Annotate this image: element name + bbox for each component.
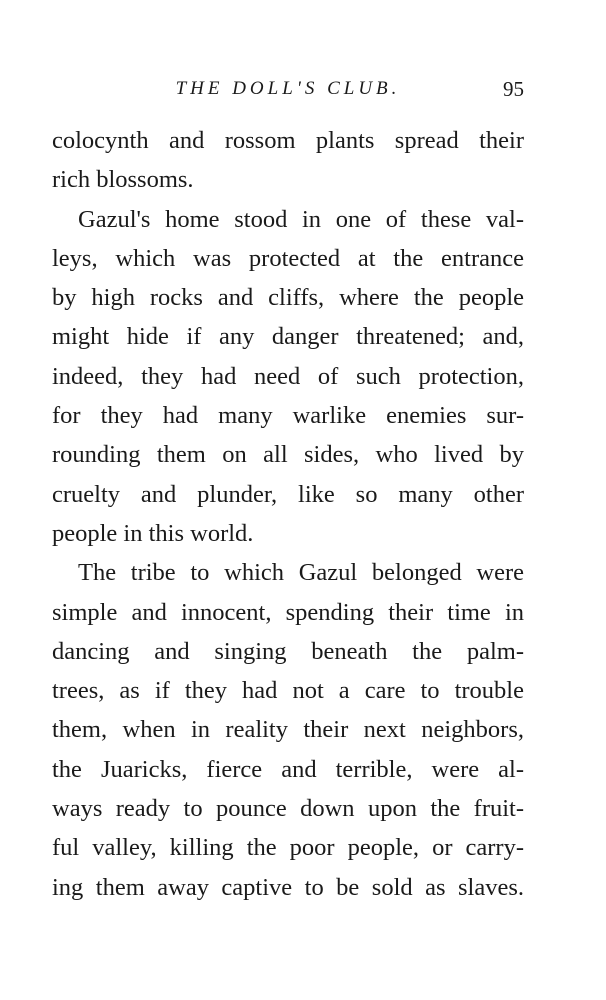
running-title: THE DOLL'S CLUB.: [175, 78, 401, 99]
page-number: 95: [503, 77, 524, 101]
text-line: dancing and singing beneath the palm-: [52, 637, 524, 665]
text-line: them, when in reality their next neighbors,: [52, 716, 524, 744]
text-line: people in this world.: [52, 519, 254, 547]
text-line: might hide if any danger threatened; and,: [52, 323, 524, 351]
text-line: for they had many warlike enemies sur-: [52, 402, 524, 430]
text-line: colocynth and rossom plants spread their: [52, 127, 524, 154]
text-line: rounding them on all sides, who lived by: [52, 441, 524, 469]
text-line: the Juaricks, fierce and terrible, were al-: [52, 755, 524, 783]
body-text: [52, 121, 524, 907]
text-line: ing them away captive to be sold as slaves.: [52, 873, 524, 901]
text-line: trees, as if they had not a care to trouble: [52, 677, 524, 705]
text-line: simple and innocent, spending their time in: [52, 598, 524, 626]
text-line: leys, which was protected at the entrance: [52, 244, 524, 272]
text-line: The tribe to which Gazul belonged were: [78, 559, 524, 587]
text-line: ful valley, killing the poor people, or carry-: [52, 834, 524, 862]
text-line: cruelty and plunder, like so many other: [52, 480, 524, 508]
text-line: by high rocks and cliffs, where the people: [52, 284, 524, 312]
running-head: [52, 74, 524, 104]
text-line: Gazul's home stood in one of these val-: [78, 205, 524, 233]
text-line: ways ready to pounce down upon the fruit-: [52, 795, 524, 823]
text-line: indeed, they had need of such protection,: [52, 362, 524, 390]
text-line: rich blossoms.: [52, 166, 194, 194]
